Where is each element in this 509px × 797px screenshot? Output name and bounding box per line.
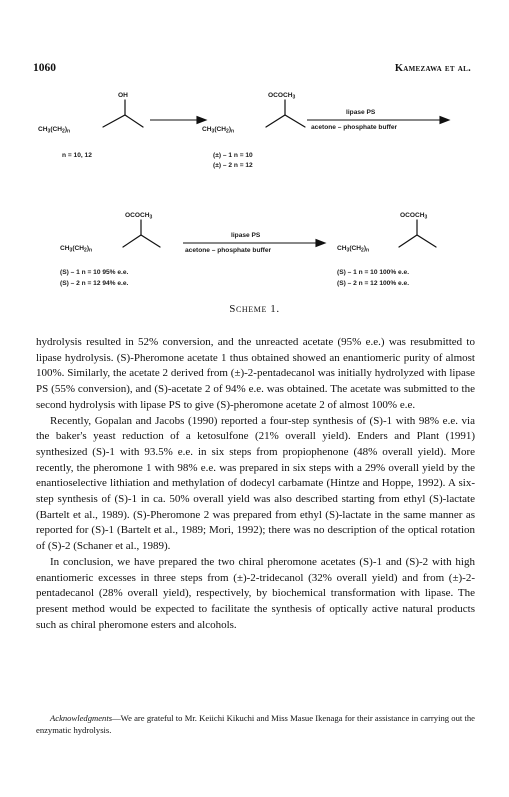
reagent-1-top: lipase PS: [346, 109, 376, 116]
acetate-group-label: $OCOCH_3$: [268, 92, 296, 101]
running-head: Kamezawa et al.: [394, 63, 471, 74]
acetate-chain-label: $CH_3(CH_2)_n$: [202, 126, 235, 135]
right-group-label: $OCOCH_3$: [400, 212, 428, 221]
left-s1-label: (S) – 1 n = 10 95% e.e.: [60, 269, 129, 276]
paragraph: Recently, Gopalan and Jacobs (1990) reported a four-step synthesis of (S)-1 with 98% e.e. via the baker's yeast reduction of a ketosulfone (21% overall yield). Enders and Plant (1991) synthesized (S)-1 with 93.5% e.e. in six steps from propiophenone (48% overall yield). More recently, the pheromone 1 with 98% e.e. was prepared in six steps with a 29% overall yield by the enantioselective lithiation and methylation of dodecyl carbamate (Hintze and Hoppe, 1992). A six-step synthesis of (S)-1 in ca. 50% overall yield was also described starting from ethyl (S)-lactate (Bartelt et al., 1989). (S)-Pheromone 2 was prepared from ethyl (S)-lactate in the same manner as reported for (S)-1 (Bartelt et al., 1989; Mori, 1992); there was no description of the optical rotation of (S)-2 (Schaner et al., 1989).: [36, 414, 475, 553]
scheme-caption: Scheme 1.: [229, 303, 280, 315]
racemic-2-label: (±) – 2 n = 12: [213, 162, 253, 169]
paragraph: In conclusion, we have prepared the two chiral pheromone acetates (S)-1 and (S)-2 with high enantiomeric excesses in three steps from (±)-2-tridecanol (32% overall yield) and from (±)-2-pentadecanol (28% overall yield), respectively, by biochemical transformation with lipase. The present method would be expected to facilitate the synthesis of optically active natural products such as chiral pheromone esters and alcohols.: [36, 555, 475, 631]
alcohol-skeleton: [103, 115, 143, 127]
alcohol-chain-label: $CH_3(CH_2)_n$: [38, 126, 71, 135]
page-number: 1060: [33, 62, 56, 74]
right-s1-label: (S) – 1 n = 10 100% e.e.: [337, 269, 410, 276]
oh-label: OH: [118, 92, 128, 99]
paragraph: hydrolysis resulted in 52% conversion, and the unreacted acetate (95% e.e.) was resubmitted to lipase hydrolysis. (S)-Pheromone acetate 1 thus obtained showed an enantiomeric purity of almost 100%. Similarly, the acetate 2 derived from (±)-2-pentadecanol was initially hydrolyzed with lipase PS (55% conversion), and (S)-acetate 2 of 94% e.e. was obtained. The acetate was submitted to the second hydrolysis with lipase PS to give (S)-pheromone acetate 2 of almost 100% e.e.: [36, 336, 475, 411]
left-group-label: $OCOCH_3$: [125, 212, 153, 221]
body-text: [36, 335, 475, 633]
left-chain-label: $CH_3(CH_2)_n$: [60, 245, 93, 254]
acknowledgments-text: —We are grateful to Mr. Keiichi Kikuchi and Miss Masue Ikenaga for their assistance in carrying out the enzymatic hydrolysis.: [36, 713, 475, 735]
alcohol-n-label: n = 10, 12: [62, 152, 92, 159]
left-acetate-skeleton: [123, 235, 160, 247]
racemic-1-label: (±) – 1 n = 10: [213, 152, 253, 159]
acknowledgments: [36, 712, 475, 736]
reagent-2-bottom: acetone – phosphate buffer: [185, 247, 272, 254]
acetate-skeleton: [266, 115, 305, 127]
acknowledgments-label: Acknowledgments: [50, 713, 113, 723]
right-s2-label: (S) – 2 n = 12 100% e.e.: [337, 280, 410, 287]
reagent-2-top: lipase PS: [231, 232, 261, 239]
reagent-1-bottom: acetone – phosphate buffer: [311, 124, 398, 131]
right-acetate-skeleton: [399, 235, 436, 247]
left-s2-label: (S) – 2 n = 12 94% e.e.: [60, 280, 129, 287]
right-chain-label: $CH_3(CH_2)_n$: [337, 245, 370, 254]
